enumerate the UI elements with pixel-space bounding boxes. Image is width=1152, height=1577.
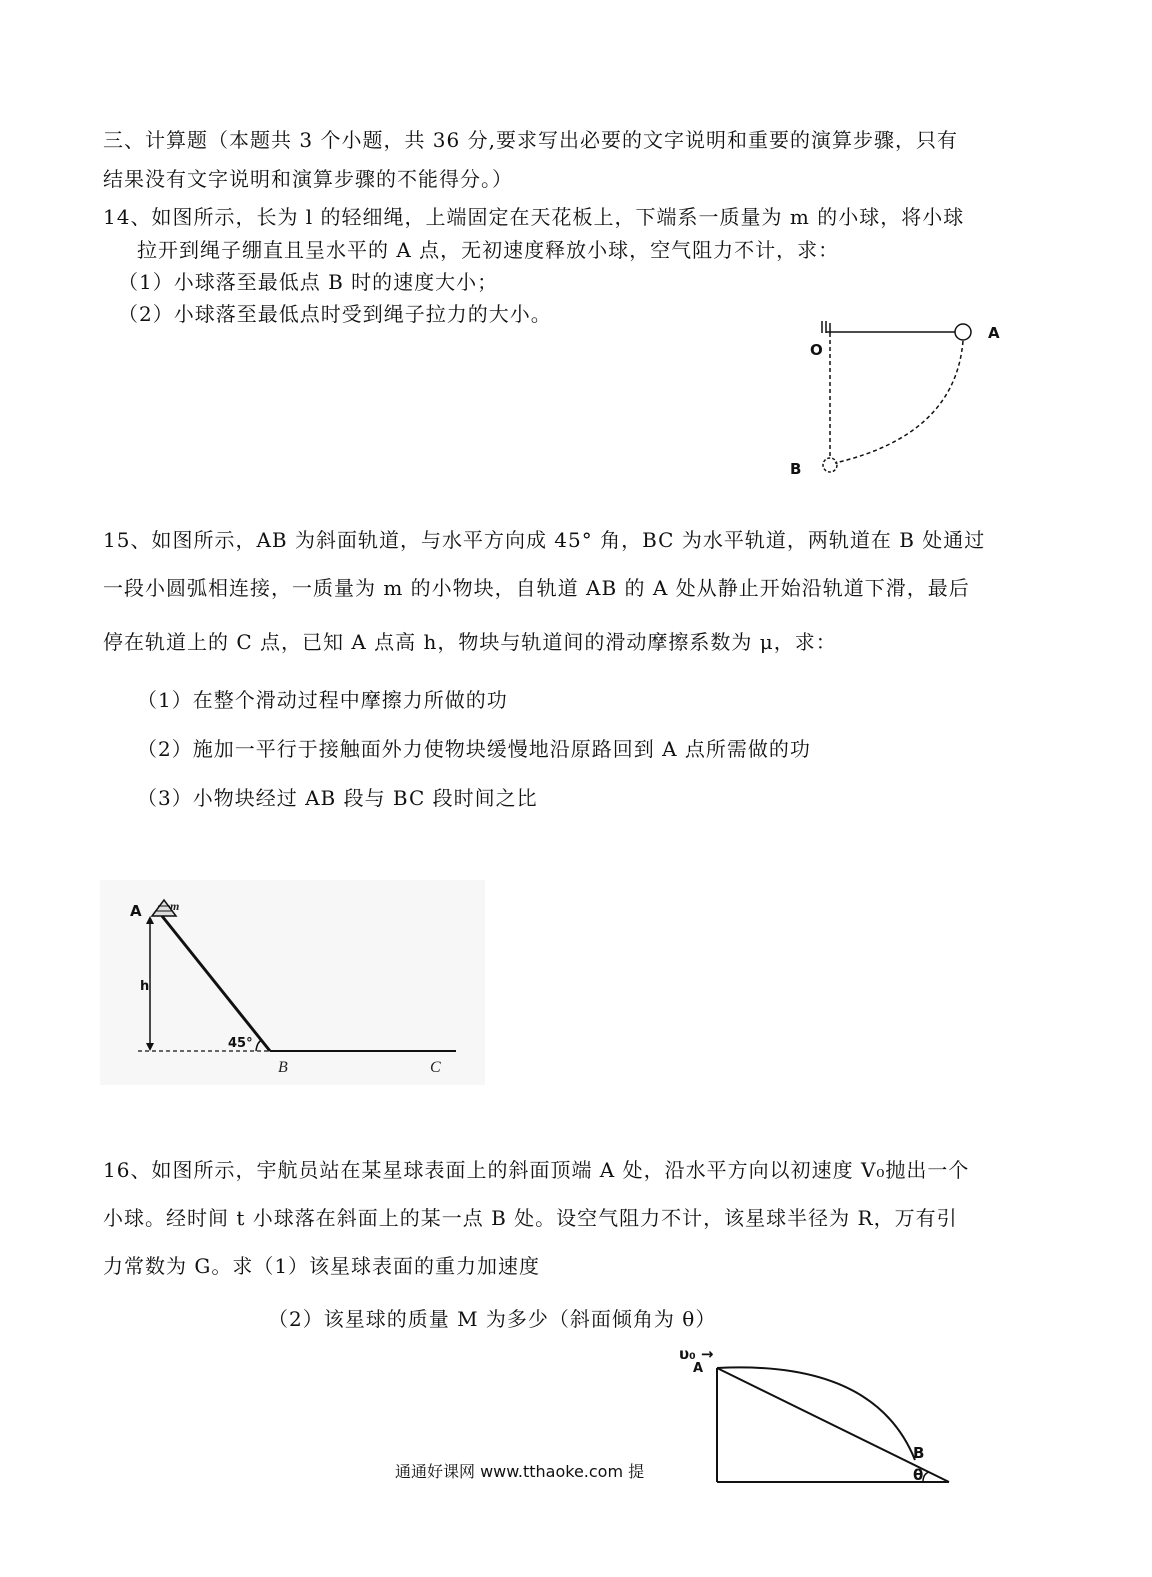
trajectory [717,1367,915,1460]
q14-part1: （1）小球落至最低点 B 时的速度大小； [118,270,499,294]
label-o: O [810,341,823,359]
q14-pendulum-figure [790,315,1020,485]
incline-ab [717,1368,949,1482]
ball-path-arc [835,341,963,463]
q16-line1: 16、如图所示，宇航员站在某星球表面上的斜面顶端 A 处，沿水平方向以初速度 V₀抛出一个 [103,1158,970,1182]
label-a: A [988,324,1000,342]
label-b: B [278,1059,288,1076]
q15-part2: （2）施加一平行于接触面外力使物块缓慢地沿原路回到 A 点所需做的功 [137,737,811,761]
ball-b [823,458,837,472]
q15-line3: 停在轨道上的 C 点，已知 A 点高 h，物块与轨道间的滑动摩擦系数为 μ，求： [103,630,837,654]
ceiling-mark [822,321,830,333]
q14-line1: 14、如图所示，长为 l 的轻细绳，上端固定在天花板上，下端系一质量为 m 的小球，将小球 [103,205,965,229]
section-header-line2: 结果没有文字说明和演算步骤的不能得分。） [103,167,513,191]
q14-line2: 拉开到绳子绷直且呈水平的 A 点，无初速度释放小球，空气阻力不计，求： [137,238,840,262]
q14-part2: （2）小球落至最低点时受到绳子拉力的大小。 [118,302,552,326]
label-b: B [790,460,802,478]
footer-watermark: 通通好课网 www.tthaoke.com 提 [395,1462,645,1481]
section-header-line1: 三、计算题（本题共 3 个小题，共 36 分,要求写出必要的文字说明和重要的演算步骤，只有 [103,128,958,152]
q15-incline-figure [100,880,485,1085]
q16-line4: （2）该星球的质量 M 为多少（斜面倾角为 θ） [268,1307,717,1331]
angle-arc [923,1472,929,1482]
label-m: m [170,899,180,913]
label-h: h [140,979,150,994]
q16-projectile-figure [675,1340,955,1485]
q15-part1: （1）在整个滑动过程中摩擦力所做的功 [137,688,508,712]
q15-line2: 一段小圆弧相连接，一质量为 m 的小物块，自轨道 AB 的 A 处从静止开始沿轨道下滑，最后 [103,576,970,600]
label-a: A [130,902,142,920]
label-a: A [693,1361,704,1376]
label-c: C [430,1059,441,1076]
label-angle: 45° [228,1036,253,1051]
q16-line2: 小球。经时间 t 小球落在斜面上的某一点 B 处。设空气阻力不计，该星球半径为 R，万有引 [103,1206,958,1230]
ball-a [955,324,971,340]
label-theta: θ [913,1466,924,1484]
label-v0: υ₀ → [679,1345,714,1363]
q15-line1: 15、如图所示，AB 为斜面轨道，与水平方向成 45° 角，BC 为水平轨道，两轨道在 B 处通过 [103,528,986,552]
q15-part3: （3）小物块经过 AB 段与 BC 段时间之比 [137,786,538,810]
label-b: B [913,1444,925,1462]
q16-line3: 力常数为 G。求（1）该星球表面的重力加速度 [103,1254,541,1278]
